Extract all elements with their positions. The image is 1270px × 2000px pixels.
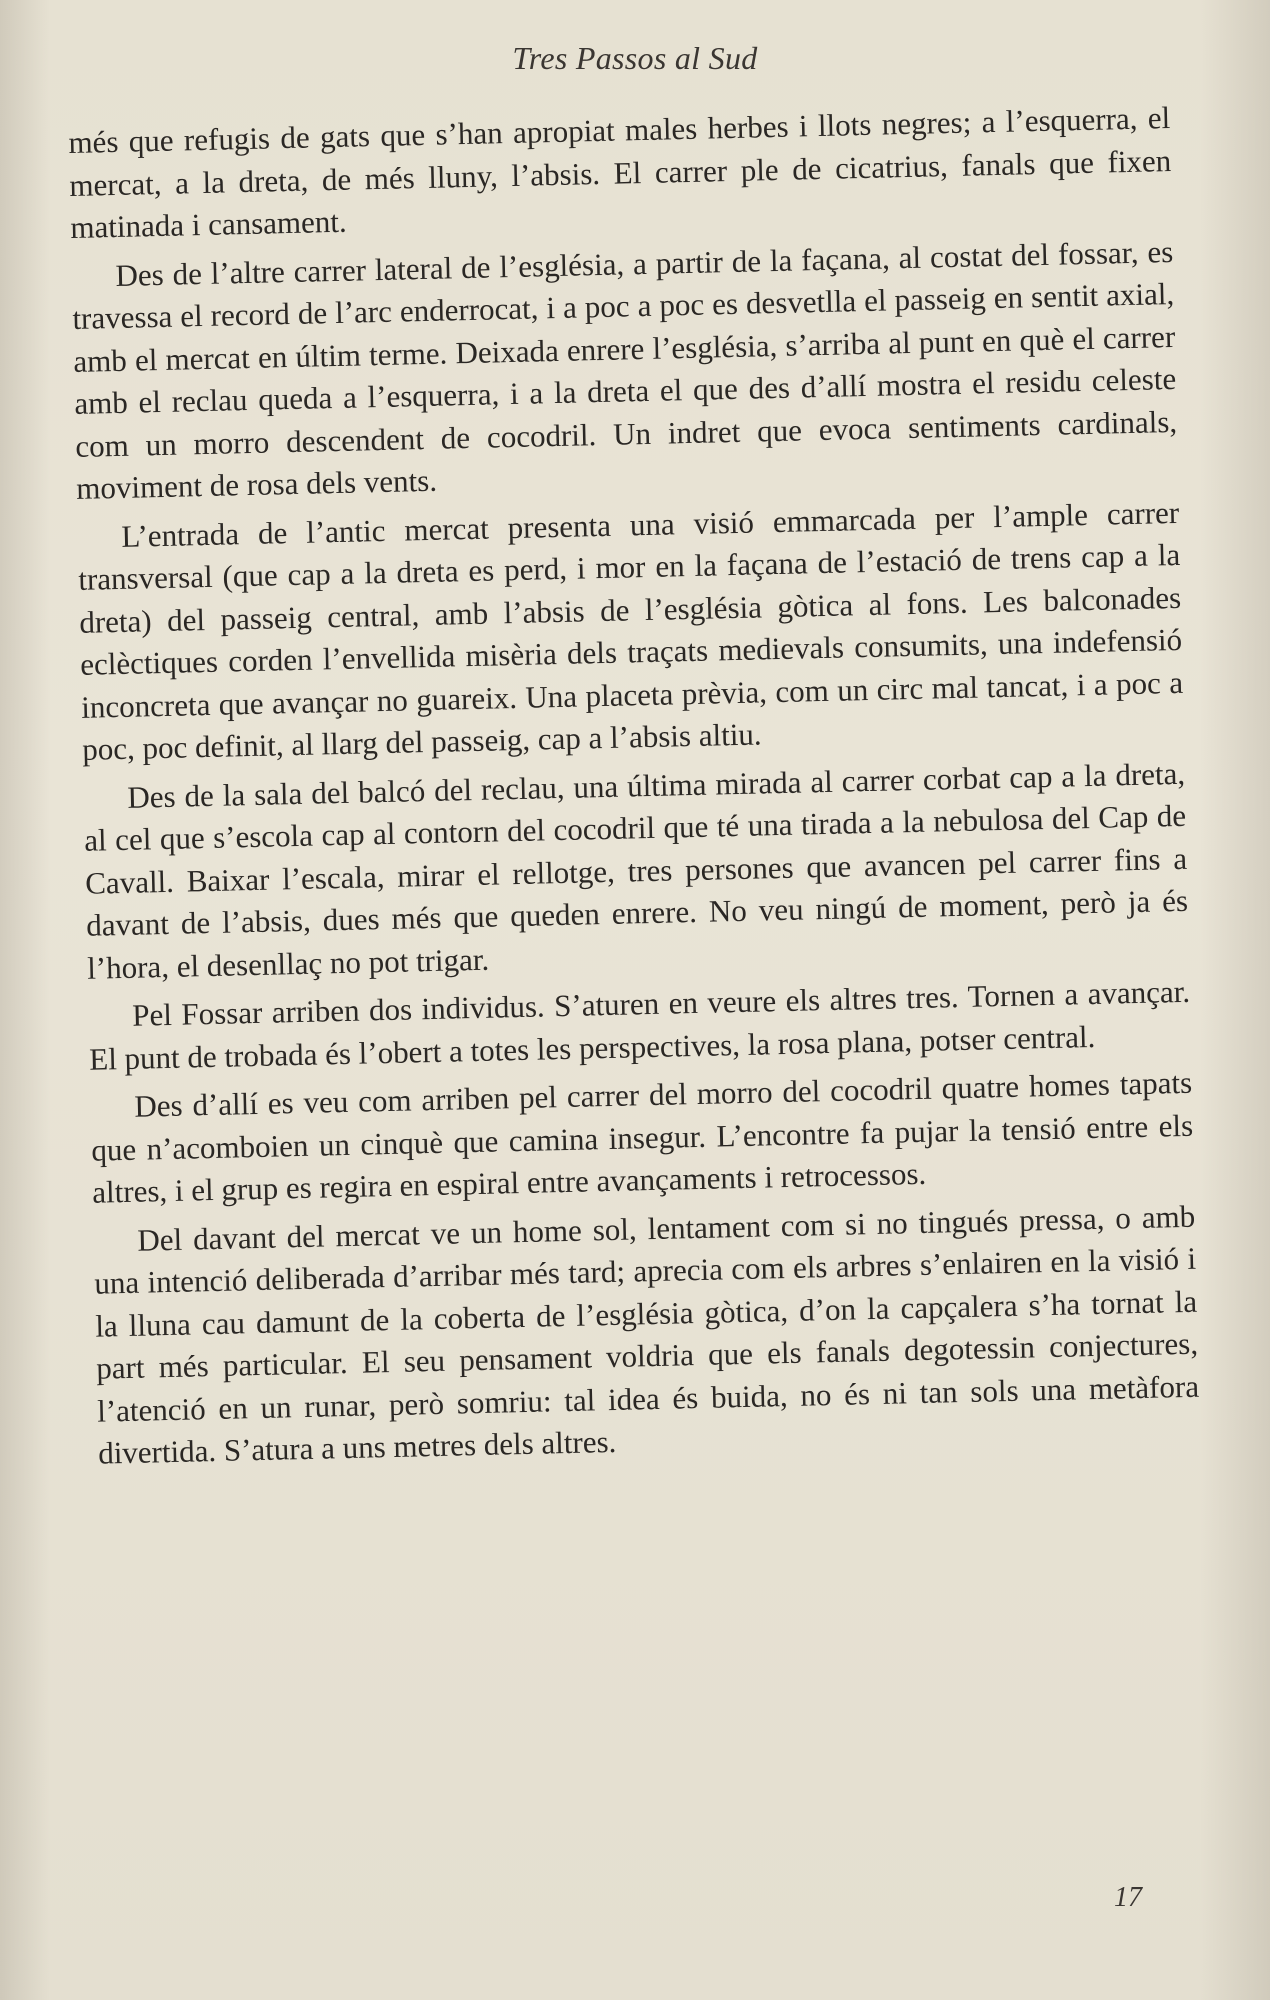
page-number: 17 bbox=[1114, 1882, 1142, 1913]
paragraph-3: L’entrada de l’antic mercat presenta una visió emmarcada per l’ample carrer transversal (que cap a la dreta es perd, i mor en la façana de l’estació de trens cap a la dreta) del passeig central, amb l’absis de l’església gòtica al fons. Les balconades eclèctiques corden l’envellida misèria dels traçats medievals consumits, una indefensió inconcreta que avançar no guareix. Una placeta prèvia, com un circ mal tancat, i a poc a poc, poc definit, al llarg del passeig, cap a l’absis altiu. bbox=[77, 494, 1184, 767]
paragraph-7: Del davant del mercat ve un home sol, lentament com si no tingués pressa, o amb una intenció deliberada d’arribar més tard; aprecia com els arbres s’enlairen en la visió i la lluna cau damunt de la coberta de l’església gòtica, d’on la capçalera s’ha tornat la part més particular. El seu pensament voldria que els fanals degotessin conjectures, l’atenció en un runar, però somriu: tal idea és buida, no és ni tan sols una metàfora divertida. S’atura a uns metres dels altres. bbox=[93, 1198, 1200, 1471]
page-shadow-left bbox=[0, 0, 50, 2000]
paragraph-4: Des de la sala del balcó del reclau, una última mirada al carrer corbat cap a la dreta, al cel que s’escola cap al contorn del cocodril que té una tirada a la nebulosa del Cap de Cavall. Baixar l’escala, mirar el rellotge, tres persones que avancen pel carrer fins a davant de l’absis, dues més que queden enrere. No veu ningú de moment, però ja és l’hora, el desenllaç no pot trigar. bbox=[83, 755, 1189, 986]
paragraph-1: més que refugis de gats que s’han apropiat males herbes i llots negres; a l’esquerra, el mercat, a la dreta, de més lluny, l’absis. El carrer ple de cicatrius, fanals que fixen matinada i cansament. bbox=[68, 99, 1172, 245]
running-head: Tres Passos al Sud bbox=[512, 40, 758, 76]
body-text bbox=[68, 97, 1201, 1481]
paragraph-5: Pel Fossar arriben dos individus. S’aturen en veure els altres tres. Tornen a avançar. El punt de trobada és l’obert a totes les perspectives, la rosa plana, potser central. bbox=[88, 973, 1191, 1077]
paragraph-6: Des d’allí es veu com arriben pel carrer del morro del cocodril quatre homes tapats que n’acomboien un cinquè que camina insegur. L’encontre fa pujar la tensió entre els altres, i el grup es regira en espiral entre avançaments i retrocessos. bbox=[90, 1064, 1194, 1210]
paragraph-2: Des de l’altre carrer lateral de l’església, a partir de la façana, al costat del fossar, es travessa el record de l’arc enderrocat, i a poc a poc es desvetlla el passeig en sentit axial, amb el mercat en últim terme. Deixada enrere l’església, s’arriba al punt en què el carrer amb el reclau queda a l’esquerra, i a la dreta el que des d’allí mostra el residu celeste com un morro descendent de cocodril. Un indret que evoca sentiments cardinals, moviment de rosa dels vents. bbox=[72, 233, 1178, 506]
page-shadow-right bbox=[1200, 0, 1270, 2000]
